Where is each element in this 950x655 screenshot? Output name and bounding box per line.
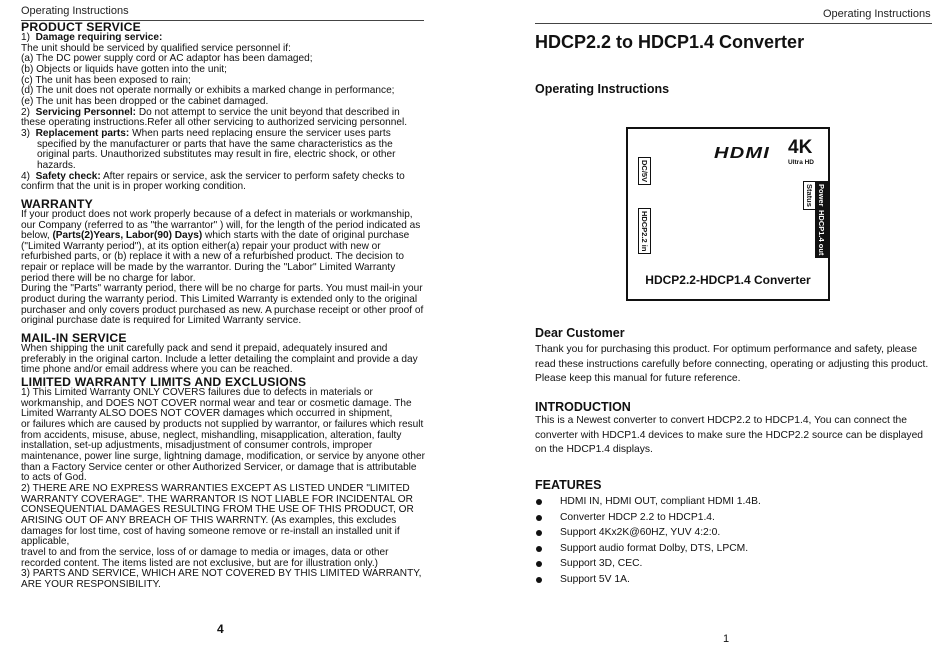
service-item-3-title: Replacement parts: [35,127,130,139]
item-number: 2) [21,106,30,118]
feature-item [535,525,761,541]
hdcp-out-port-label: HDCP1.4 out [815,207,828,258]
hdmi-logo: HDMI [714,145,771,162]
feature-item [535,510,761,526]
limited-p4: travel to and from the service, loss of or damage to media or images, data or other recorded content. The items listed are not exclusive, but are for illustration only.) [21,546,389,569]
condition-item: (a) The DC power supply cord or AC adaptor has been damaged; [21,53,313,65]
limited-p2: or failures which are caused by products not supplied by warrantor, or failures which result from accidents, misuse, abuse, neglect, mishandling, misapplication, alteration, faulty installation, set-up adjustments, misadjustment of consumer controls, improper maintenance, power line surge, lightning damage, modification, or service by anyone other than a Factory Service center or other Authorized Servicer, or damage that is attributable to acts of God. [21,419,425,484]
warranty-text-after: which starts with the date of original purchase ("Limited Warranty period"), at its option either(a) repair your product with new or refurbished parts, or (b) replace it with a new of a refurbished product. The decision to repair or replace will be made by the warrantor. During the "Labor" Limited Warranty period there will be no charge for labor. [21,230,410,284]
introduction-text: This is a Newest converter to convert HDCP2.2 to HDCP1.4, You can connect the converter with HDCP1.4 devices to make sure the HDCP2.2 source can be displayed on the HDCP1.4 displays. [535,415,924,456]
mail-in-heading: MAIL-IN SERVICE [21,331,127,346]
bullet-icon [536,577,542,583]
bullet-icon [536,530,542,536]
condition-item: (b) Objects or liquids have gotten into the unit; [21,63,227,75]
service-item-2-title: Servicing Personnel: [35,106,137,118]
hdcp-in-port-label: HDCP2.2 in [638,208,651,254]
bullet-icon [536,546,542,552]
dc-port-label: DC/5V [638,157,651,185]
feature-text: Support 5V 1A. [560,573,630,585]
limited-p1: 1) This Limited Warranty ONLY COVERS failures due to defects in materials or workmanship, and DOES NOT COVER normal wear and tear or cosmetic damage. The Limited Warranty ALSO DOES NOT COVER damages which occurred in shipment, [21,387,412,420]
service-item-2-text: Do not attempt to service the unit beyond that described in these operating instructions.Refer all other servicing to authorized servicing personnel. [21,106,408,129]
device-diagram [626,127,830,301]
item-number: 1) [21,32,30,43]
feature-text: Support 4Kx2K@60HZ, YUV 4:2:0. [560,527,721,538]
left-page-header: Operating Instructions [21,5,129,17]
feature-text: Converter HDCP 2.2 to HDCP1.4. [560,511,715,523]
condition-item: (c) The unit has been exposed to rain; [21,74,191,86]
status-indicator-label: Status [803,181,816,210]
bullet-icon [536,515,542,521]
feature-text: HDMI IN, HDMI OUT, compliant HDMI 1.4B. [560,496,761,507]
bullet-icon [536,561,542,567]
warranty-period: (Parts(2)Years, Labor(90) Days) [52,230,203,242]
right-page-header: Operating Instructions [823,8,931,20]
service-item-3-text: When parts need replacing ensure the servicer uses parts specified by the manufacturer or parts that have the same characteristics as the original parts. Unauthorized substitutes may result in fire, electric shock, or other hazards. [37,127,396,171]
bullet-icon [536,499,542,505]
page-title: HDCP2.2 to HDCP1.4 Converter [535,32,805,52]
condition-item: (d) The unit does not operate normally or exhibits a marked change in performance; [21,85,395,97]
dear-customer-heading: Dear Customer [535,326,625,340]
right-header-rule [535,23,932,24]
service-item-4-text: After repairs or service, ask the servicer to perform safety checks to confirm that the unit is in proper working condition. [21,170,405,193]
service-item-1-text: The unit should be serviced by qualified service personnel if: [21,42,291,54]
warranty-heading: WARRANTY [21,196,94,211]
introduction-heading: INTRODUCTION [535,400,631,414]
4k-logo: 4K [788,137,813,158]
dear-customer-text: Thank you for purchasing this product. For optimum performance and safety, please read these instructions carefully before connecting, operating or adjusting this product. Please keep this manual for future reference. [535,344,929,385]
product-service-heading: PRODUCT SERVICE [21,20,141,34]
operating-instructions-subtitle: Operating Instructions [535,82,670,96]
item-number: 4) [21,170,30,182]
mail-in-text: When shipping the unit carefully pack and send it prepaid, adequately insured and preferably in the original carton. Include a letter detailing the complaint and provide a day time phone and/or email address where you can be reached. [21,343,418,376]
feature-item [535,572,761,588]
left-page-number: 4 [217,622,224,636]
limited-p5: 3) PARTS AND SERVICE, WHICH ARE NOT COVERED BY THIS LIMITED WARRANTY, ARE YOUR RESPONSIBILITY. [21,568,422,590]
device-caption: HDCP2.2-HDCP1.4 Converter [645,273,811,287]
service-item-1-title: Damage requiring service: [35,32,163,43]
warranty-text-2: During the "Parts" warranty period, there will be no charge for parts. You must mail-in your product during the warranty period. This Limited Warranty is extended only to the original purchaser and only covers product purchased as new. A purchase receipt or other proof of original purchase date is required for Limited Warranty service. [21,283,424,327]
item-number: 3) [21,127,30,139]
power-indicator-label: Power [815,181,828,210]
right-page-number: 1 [723,633,730,645]
feature-text: Support audio format Dolby, DTS, LPCM. [560,542,749,554]
limited-warranty-heading: LIMITED WARRANTY LIMITS AND EXCLUSIONS [21,375,307,390]
feature-item [535,541,761,557]
features-list [535,494,761,587]
feature-item [535,556,761,572]
service-item-4-title: Safety check: [35,170,101,182]
condition-item: (e) The unit has been dropped or the cabinet damaged. [21,95,269,107]
features-heading: FEATURES [535,478,602,492]
feature-item [535,494,761,510]
limited-p3: 2) THERE ARE NO EXPRESS WARRANTIES EXCEPT AS LISTED UNDER "LIMITED WARRANTY COVERAGE". THE WARRANTOR IS NOT LIABLE FOR INCIDENTAL OR CONSEQUENTIAL DAMAGES RESULTING FROM THE USE OF THIS PRODUCT, OR ARISING OUT OF ANY BREACH OF THIS WARRNTY. (As examples, this excludes damages for lost time, cost of having someone remove or re-install an installed unit if applicable, [21,482,414,548]
ultra-hd-label: Ultra HD [788,159,815,166]
warranty-text-before: If your product does not work properly because of a defect in materials or workmanship, our Company (referred to as "the warrantor" ) will, for the length of the period indicated as below, [21,208,421,242]
feature-text: Support 3D, CEC. [560,558,643,569]
